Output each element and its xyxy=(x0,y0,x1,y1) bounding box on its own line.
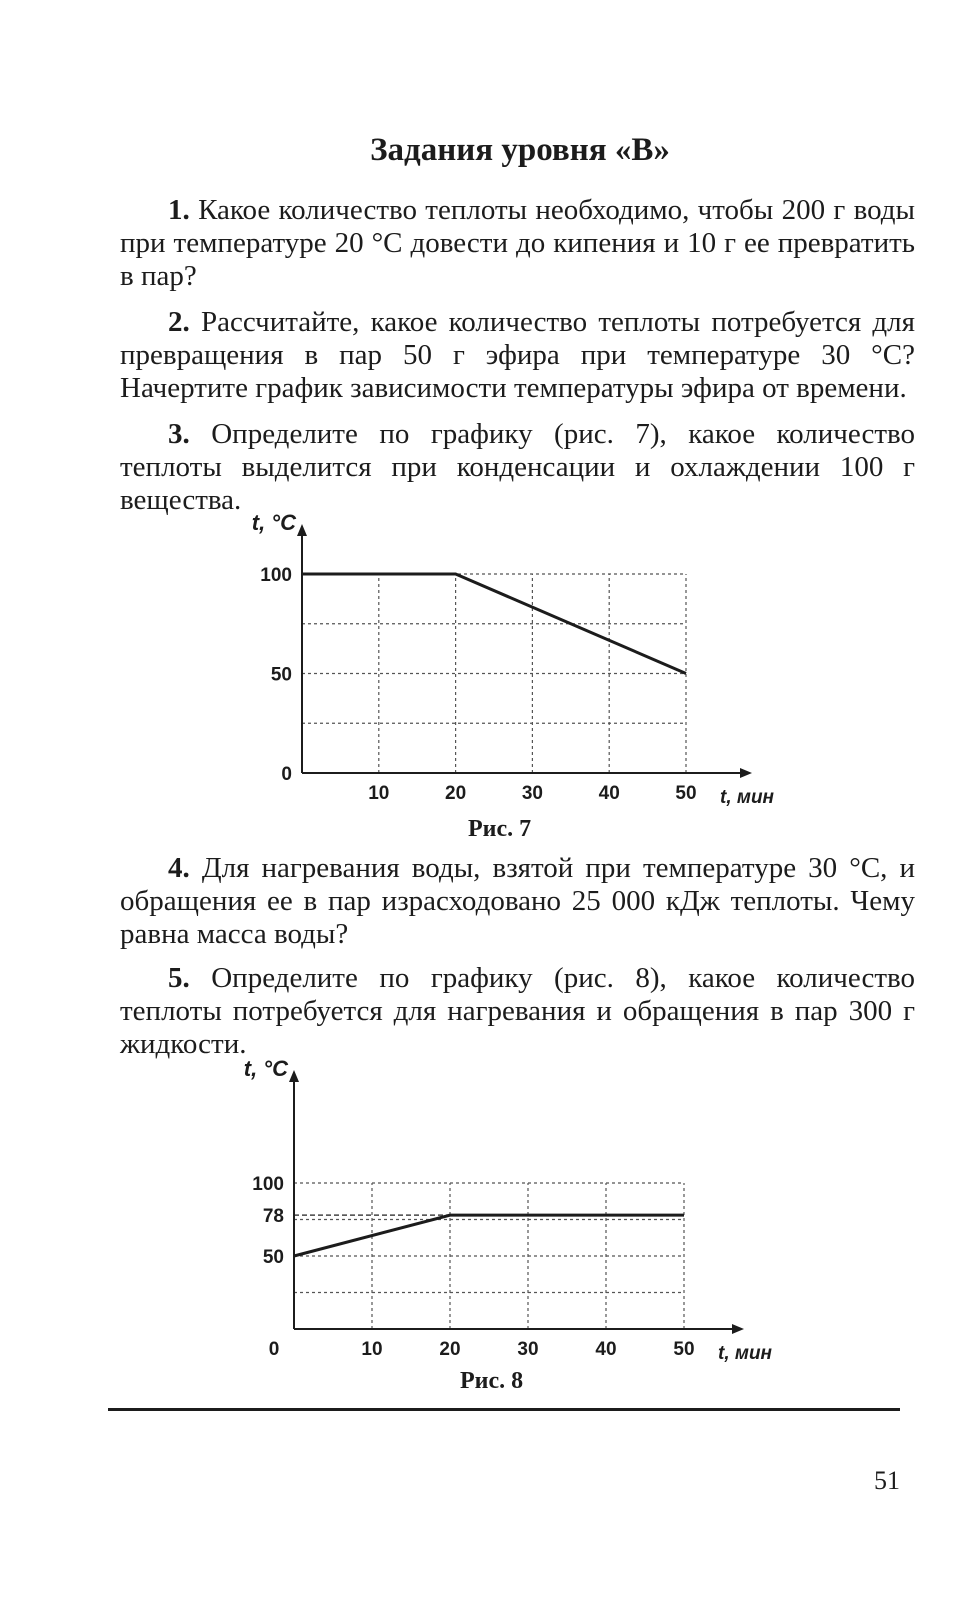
data-series-line xyxy=(294,1215,684,1256)
x-tick-label: 20 xyxy=(439,1339,461,1360)
y-axis-label: t, °C xyxy=(251,510,296,535)
x-tick-label: 0 xyxy=(268,1339,280,1360)
page-number: 51 xyxy=(874,1466,900,1495)
y-axis-label: t, °C xyxy=(243,1056,288,1081)
task-3 xyxy=(120,418,915,517)
footer-rule xyxy=(108,1408,900,1411)
task-text: Определите по графику (рис. 8), какое количество теплоты потребуется для нагревания и обращения в пар 300 г жидкости. xyxy=(120,962,916,1060)
x-axis-arrow-icon xyxy=(740,768,752,778)
y-tick-label: 100 xyxy=(252,1174,284,1195)
x-tick-label: 20 xyxy=(445,783,467,804)
x-tick-label: 10 xyxy=(361,1339,383,1360)
task-number: 4. xyxy=(168,852,190,884)
task-1 xyxy=(120,194,915,293)
x-tick-label: 30 xyxy=(521,783,543,804)
section-title: Задания уровня «В» xyxy=(370,132,670,168)
y-tick-label: 50 xyxy=(262,1247,284,1268)
figure-7-caption: Рис. 7 xyxy=(468,816,532,842)
x-axis-arrow-icon xyxy=(732,1324,744,1334)
task-number: 5. xyxy=(168,962,190,994)
x-tick-label: 50 xyxy=(673,1339,695,1360)
task-number: 2. xyxy=(168,306,190,338)
x-tick-label: 10 xyxy=(368,783,390,804)
task-text: Определите по графику (рис. 7), какое количество теплоты выделится при конденсации и охлаждении 100 г вещества. xyxy=(120,418,916,516)
x-tick-label: 50 xyxy=(675,783,697,804)
figure-8-caption: Рис. 8 xyxy=(460,1368,524,1394)
task-2 xyxy=(120,306,915,405)
task-text: Для нагревания воды, взятой при температуре 30 °С, и обращения ее в пар израсходовано 25 000 кДж теплоты. Чему равна масса воды? xyxy=(120,852,916,950)
task-number: 3. xyxy=(168,418,190,450)
y-tick-label: 50 xyxy=(270,664,292,686)
x-tick-label: 40 xyxy=(595,1339,617,1360)
y-axis-arrow-icon xyxy=(289,1070,299,1082)
y-tick-label: 78 xyxy=(262,1206,284,1228)
chart-figure-8 xyxy=(0,1056,972,1376)
y-tick-label: 100 xyxy=(260,565,292,586)
x-tick-label: 30 xyxy=(517,1339,539,1360)
task-number: 1. xyxy=(168,194,190,226)
x-tick-label: 40 xyxy=(598,783,620,804)
x-axis-label: t, мин xyxy=(718,1343,773,1364)
y-tick-label: 0 xyxy=(281,764,292,785)
chart-figure-7 xyxy=(0,510,972,830)
task-text: Рассчитайте, какое количество теплоты потребуется для превращения в пар 50 г эфира при температуре 30 °С? Начертите график зависимости температуры эфира от времени. xyxy=(120,306,915,404)
y-axis-arrow-icon xyxy=(297,524,307,536)
x-axis-label: t, мин xyxy=(720,787,775,808)
task-5 xyxy=(120,962,915,1061)
task-text: Какое количество теплоты необходимо, чтобы 200 г воды при температуре 20 °С довести до кипения и 10 г ее превратить в пар? xyxy=(120,194,915,292)
task-4 xyxy=(120,852,915,951)
